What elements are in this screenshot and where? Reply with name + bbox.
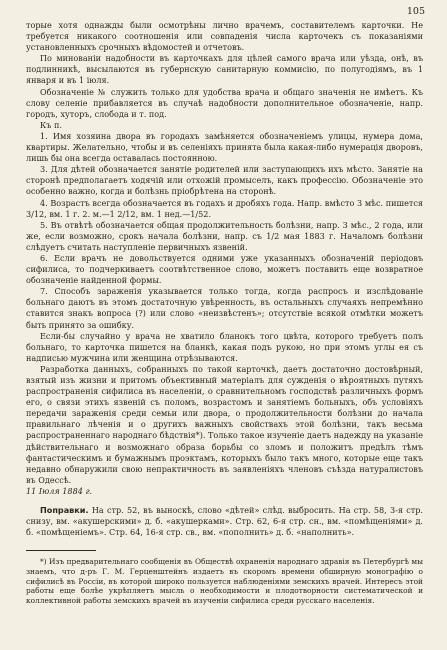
paragraph-item-7: 7. Способъ зараженія указывается только тогда, когда распросъ и изслѣдованіе больнаго даютъ въ этомъ достаточную увѣренность, въ остальныхъ случаяхъ непремѣнно ставится знакъ вопроса (?) или слово «неизвѣстенъ»; отсутствіе всякой отмѣтки можетъ быть принято за ошибку.	[26, 286, 423, 330]
paragraph-item-4: 4. Возрастъ всегда обозначается въ годахъ и дробяхъ года. Напр. вмѣсто 3 мѣс. пишется 3/12, вм. 1 г. 2. м.—1 2/12, вм. 1 нед.—1/52.	[26, 197, 423, 219]
paragraph-data-analysis: Разработка данныхъ, собранныхъ по такой карточкѣ, даетъ достаточно достовѣрный, взятый изъ жизни и притомъ объективный матеріалъ для сужденія о вѣроятныхъ путяхъ распространенія сифилиса въ населеніи, о сравнительномъ господствѣ различныхъ формъ его, о связи этихъ язвеній съ поломъ, возрастомъ и занятіемъ больныхъ, объ условіяхъ передачи зараженія среди семьи или двора, о продолжительности болѣзни до начала правильнаго лѣченія и о другихъ важныхъ свойствахъ этой болѣзни, такъ весьма распространеннаго народнаго бѣдствія*). Только такое изученіе даетъ надежду на указаніе дѣйствительнаго и возможнаго образа борьбы со зломъ и положитъ предѣлъ тѣмъ фантастическимъ и бумажнымъ проэктамъ, которыхъ было такъ много, которые еще такъ недавно обнаружили свою непрактичность въ заявленіяхъ членовъ съѣзда натуралистовъ въ Одессѣ.	[26, 363, 423, 485]
corrections-block	[26, 505, 423, 538]
paragraph-section-heading: Къ п.	[40, 119, 62, 130]
paragraph-number-notation: Обозначеніе № служить только для удобства врача и общаго значенія не имѣетъ. Къ слову селеніе прибавляется въ случаѣ надобности дополнительное обозначеніе, напр. городъ, хуторъ, слобода и т. под.	[26, 86, 423, 119]
corrections-heading: Поправки.	[40, 505, 89, 516]
corrections-text: На стр. 52, въ выноскѣ, слово «дѣтей» слѣд. выбросить. На стр. 58, 3-я стр. снизу, вм. «акушерскими» д. б. «акушерками». Стр. 62, 6-я стр. сн., вм. «помѣщеніями» д. б. «помѣщеніемъ». Стр. 64, 16-я стр. св., вм. «пополнить» д. б. «наполнить».	[26, 505, 423, 538]
body-text	[26, 20, 423, 497]
footnote: *) Изъ предварительнаго сообщенія въ Обществѣ охраненія народнаго здравія въ Петербургѣ мы знаемъ, что д-ръ Г. М. Герценштейнъ издаетъ въ скоромъ времени обширную монографію о сифилисѣ въ Россіи, въ которой широко пользуется наблюденіями земскихъ врачей. Интересъ этой работы еще болѣе укрѣпляетъ мысль о необходимости и плодотворности систематической и коллективной работы земскихъ врачей въ изученіи сифилиса среди русскаго населенія.	[26, 557, 423, 606]
paragraph-item-3: 3. Для дѣтей обозначается занятіе родителей или заступающихъ ихъ мѣсто. Занятіе на сторонѣ предполагаетъ ходячій или отхожій промыселъ, какъ профессію. Обозначеніе это особенно важно, когда и болѣзнь пріобрѣтена на сторонѣ.	[26, 164, 423, 197]
paragraph-blank-shortage: Если-бы случайно у врача не хватило бланокъ того цвѣта, которого требуетъ полъ больнаго, то карточка пишется на бланкѣ, какая подъ рукою, но при этомъ углы ея съ надписью мужчина или женщина отрѣзываются.	[26, 330, 423, 363]
page-number: 105	[406, 6, 425, 17]
paragraph-card-inspection: торые хотя однажды были осмотрѣны лично врачемъ, составителемъ карточки. Не требуется никакого соотношенія или совпаденія числа карточекъ съ показаніями установленныхъ срочныхъ вѣдомостей и отчетовъ.	[26, 20, 423, 53]
paragraph-item-1: 1. Имя хозяина двора въ городахъ замѣняется обозначеніемъ улицы, нумера дома, квартиры. Желательно, чтобы и въ селеніяхъ принята была какая-либо нумерація дворовъ, лишь бы она всегда оставалась постоянною.	[26, 130, 423, 164]
date-signature: 11 Іюля 1884 г.	[26, 485, 93, 496]
paragraph-card-submission: По минованіи надобности въ карточкахъ для цѣлей самого врача или уѣзда, онѣ, въ подлинникѣ, высылаются въ губернскую санитарную коммисію, по полугодіямъ, въ 1 января и въ 1 іюля.	[26, 53, 423, 86]
footnote-divider	[26, 550, 96, 551]
paragraph-item-5: 5. Въ отвѣтѣ обозначается общая продолжительность болѣзни, напр. 3 мѣс., 2 года, или же, если возможно, срокъ начала болѣзни, напр. съ 1/2 мая 1883 г. Началомъ болѣзни слѣдуетъ считать наступленіе первичныхъ язвеній.	[26, 219, 423, 252]
paragraph-item-6: 6. Если врачъ не довольствуется одними уже указанныхъ обозначеній періодовъ сифилиса, то подчеркиваетъ соотвѣтственное слово, можетъ поставить еще возвратное обозначеніе найденной формы.	[26, 252, 423, 286]
